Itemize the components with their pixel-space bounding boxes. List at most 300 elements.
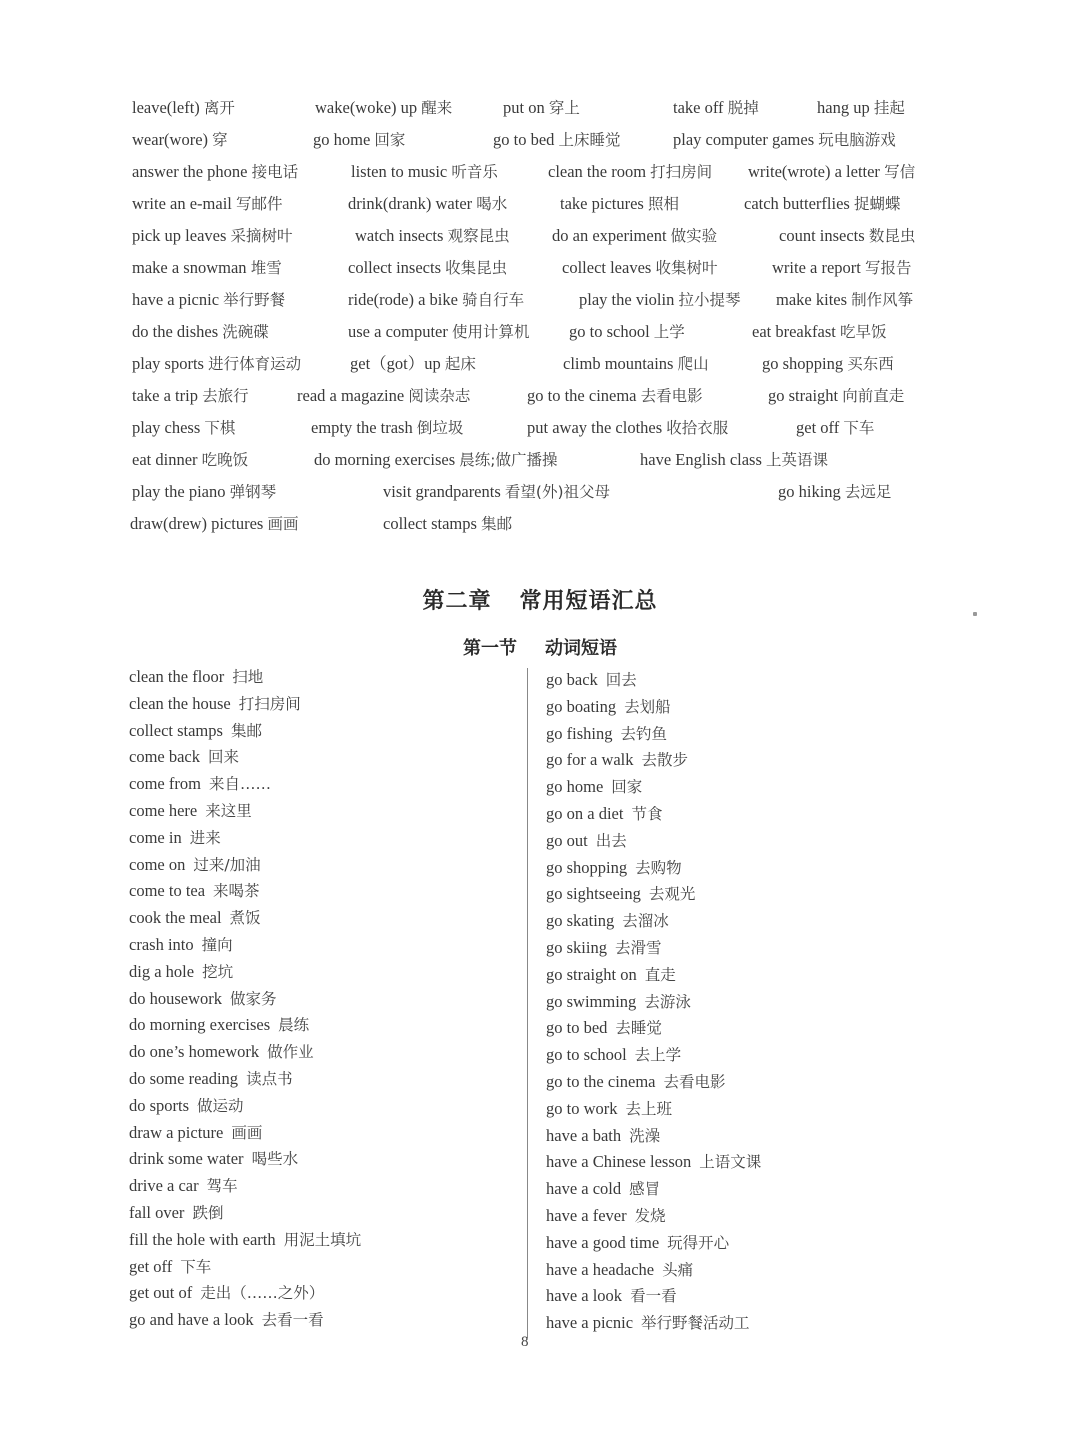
list-item bbox=[546, 1310, 761, 1337]
section-number: 第一节 bbox=[463, 638, 517, 659]
phrase-chinese: 回家 bbox=[611, 778, 643, 797]
phrase-entry bbox=[744, 194, 900, 214]
phrase-entry bbox=[752, 322, 886, 342]
list-item bbox=[546, 1149, 761, 1176]
phrase-chinese: 打扫房间 bbox=[650, 163, 713, 181]
phrase-entry bbox=[313, 130, 405, 150]
phrase-english: take pictures bbox=[560, 194, 644, 213]
phrase-chinese: 感冒 bbox=[629, 1180, 661, 1199]
phrase-chinese: 去游泳 bbox=[644, 992, 691, 1011]
list-item bbox=[546, 1096, 761, 1123]
phrase-chinese: 数昆虫 bbox=[868, 227, 916, 245]
phrase-english: draw(drew) pictures bbox=[130, 514, 264, 533]
phrase-chinese: 倒垃圾 bbox=[416, 419, 464, 437]
phrase-english: empty the trash bbox=[311, 418, 413, 437]
phrase-chinese: 起床 bbox=[444, 355, 476, 373]
phrase-english: have a Chinese lesson bbox=[546, 1152, 692, 1172]
phrase-english: do housework bbox=[129, 988, 223, 1008]
phrase-entry bbox=[132, 386, 249, 406]
phrase-english: go sightseeing bbox=[546, 884, 641, 904]
section-name: 动词短语 bbox=[545, 638, 617, 659]
phrase-entry bbox=[527, 386, 703, 406]
phrase-chinese: 去远足 bbox=[844, 483, 892, 501]
phrase-entry bbox=[673, 98, 759, 118]
phrase-english: write(wrote) a letter bbox=[748, 162, 880, 181]
phrase-entry bbox=[132, 162, 298, 182]
phrase-english: dig a hole bbox=[129, 961, 195, 981]
phrase-entry bbox=[579, 290, 740, 310]
list-item bbox=[546, 935, 761, 962]
phrase-english: crash into bbox=[129, 934, 194, 954]
chapter-name: 常用短语汇总 bbox=[519, 589, 658, 614]
phrase-english: clean the room bbox=[548, 162, 647, 181]
phrase-english: do an experiment bbox=[552, 226, 667, 245]
phrase-english: get（got）up bbox=[350, 354, 441, 373]
phrase-chinese: 去上班 bbox=[625, 1099, 673, 1118]
phrase-english: have a look bbox=[546, 1286, 623, 1306]
list-item bbox=[129, 1280, 361, 1307]
phrase-chinese: 来自…… bbox=[208, 775, 271, 794]
phrase-english: get off bbox=[796, 418, 840, 437]
phrase-english: go skiing bbox=[546, 937, 607, 957]
phrase-chinese: 去旅行 bbox=[202, 387, 249, 405]
phrase-entry bbox=[493, 130, 621, 150]
list-item bbox=[546, 694, 761, 721]
list-item bbox=[129, 1254, 361, 1281]
phrase-chinese: 来这里 bbox=[205, 801, 252, 820]
phrase-entry bbox=[560, 194, 679, 214]
phrase-english: wear(wore) bbox=[132, 130, 209, 149]
phrase-list-right bbox=[546, 667, 761, 1337]
phrase-entry bbox=[132, 482, 276, 502]
list-item bbox=[129, 691, 361, 718]
list-item bbox=[546, 881, 761, 908]
phrase-english: take a trip bbox=[132, 386, 198, 405]
phrase-chinese: 回家 bbox=[374, 131, 406, 149]
phrase-chinese: 跌倒 bbox=[192, 1203, 224, 1222]
phrase-entry bbox=[132, 258, 282, 278]
phrase-chinese: 骑自行车 bbox=[462, 291, 525, 309]
phrase-english: collect stamps bbox=[383, 514, 477, 533]
phrase-chinese: 举行野餐 bbox=[223, 291, 286, 309]
phrase-entry bbox=[548, 162, 712, 182]
list-item bbox=[546, 1257, 761, 1284]
phrase-english: pick up leaves bbox=[132, 226, 227, 245]
list-item bbox=[546, 989, 761, 1016]
phrase-english: fall over bbox=[129, 1202, 185, 1222]
phrase-chinese: 集邮 bbox=[481, 515, 513, 533]
phrase-chinese: 看一看 bbox=[630, 1287, 677, 1306]
phrase-entry bbox=[132, 98, 235, 118]
phrase-entry bbox=[314, 450, 558, 470]
phrase-chinese: 去溜冰 bbox=[622, 912, 669, 931]
column-divider bbox=[527, 668, 528, 1338]
list-item bbox=[129, 986, 361, 1013]
phrase-english: fill the hole with earth bbox=[129, 1229, 276, 1249]
phrase-english: play chess bbox=[132, 418, 201, 437]
phrase-english: collect insects bbox=[348, 258, 442, 277]
phrase-entry bbox=[762, 354, 894, 374]
phrase-english: go to bed bbox=[546, 1018, 608, 1038]
phrase-english: have a cold bbox=[546, 1179, 622, 1199]
list-item bbox=[129, 798, 361, 825]
phrase-english: write an e-mail bbox=[132, 194, 232, 213]
phrase-english: go hiking bbox=[778, 482, 841, 501]
phrase-english: go home bbox=[313, 130, 371, 149]
list-item bbox=[546, 1203, 761, 1230]
phrase-entry bbox=[569, 322, 685, 342]
phrase-english: go swimming bbox=[546, 991, 637, 1011]
phrase-chinese: 穿上 bbox=[548, 99, 580, 117]
phrase-chinese: 买东西 bbox=[847, 355, 894, 373]
list-item bbox=[129, 825, 361, 852]
phrase-english: drink(drank) water bbox=[348, 194, 473, 213]
phrase-english: come from bbox=[129, 774, 201, 794]
list-item bbox=[129, 1146, 361, 1173]
phrase-english: cook the meal bbox=[129, 908, 222, 928]
phrase-english: go to work bbox=[546, 1098, 618, 1118]
phrase-entry bbox=[640, 450, 828, 470]
phrase-chinese: 玩电脑游戏 bbox=[818, 131, 896, 149]
phrase-english: go back bbox=[546, 670, 598, 689]
phrase-chinese: 上床睡觉 bbox=[558, 131, 621, 149]
phrase-chinese: 集邮 bbox=[230, 721, 262, 740]
phrase-entry bbox=[355, 226, 510, 246]
phrase-english: write a report bbox=[772, 258, 861, 277]
phrase-entry bbox=[348, 258, 507, 278]
phrase-chinese: 向前直走 bbox=[842, 387, 905, 405]
phrase-chinese: 去看电影 bbox=[640, 387, 703, 405]
phrase-english: use a computer bbox=[348, 322, 448, 341]
phrase-chinese: 喝水 bbox=[476, 195, 508, 213]
phrase-chinese: 收集昆虫 bbox=[445, 259, 508, 277]
phrase-english: play sports bbox=[132, 354, 204, 373]
phrase-chinese: 喝些水 bbox=[251, 1150, 299, 1169]
phrase-english: ride(rode) a bike bbox=[348, 290, 458, 309]
phrase-entry bbox=[132, 130, 228, 150]
phrase-english: go to bed bbox=[493, 130, 555, 149]
phrase-chinese: 堆雪 bbox=[250, 259, 282, 277]
phrase-chinese: 穿 bbox=[212, 131, 228, 149]
phrase-english: go to the cinema bbox=[527, 386, 637, 405]
list-item bbox=[129, 1200, 361, 1227]
phrase-english: come back bbox=[129, 747, 201, 767]
phrase-entry bbox=[779, 226, 915, 246]
phrase-english: go boating bbox=[546, 696, 617, 716]
phrase-chinese: 举行野餐活动工 bbox=[641, 1314, 750, 1333]
phrase-entry bbox=[350, 354, 476, 374]
scan-speck bbox=[973, 612, 977, 616]
phrase-english: put on bbox=[503, 98, 545, 117]
phrase-chinese: 上英语课 bbox=[766, 451, 829, 469]
list-item bbox=[129, 1093, 361, 1120]
phrase-chinese: 做家务 bbox=[230, 989, 277, 1008]
phrase-english: go straight bbox=[768, 386, 839, 405]
phrase-entry bbox=[130, 514, 298, 534]
phrase-entry bbox=[348, 194, 507, 214]
phrase-entry bbox=[778, 482, 891, 502]
phrase-english: have a bath bbox=[546, 1125, 622, 1145]
phrase-entry bbox=[351, 162, 498, 182]
phrase-english: have a good time bbox=[546, 1232, 660, 1252]
phrase-english: have a fever bbox=[546, 1205, 627, 1225]
phrase-chinese: 去散步 bbox=[641, 751, 689, 770]
phrase-english: go fishing bbox=[546, 723, 613, 743]
phrase-english: have English class bbox=[640, 450, 762, 469]
phrase-chinese: 吃晚饭 bbox=[201, 451, 249, 469]
phrase-chinese: 下车 bbox=[180, 1257, 212, 1276]
phrase-english: go straight on bbox=[546, 964, 637, 984]
phrase-english: come here bbox=[129, 800, 198, 820]
phrase-chinese: 拉小提琴 bbox=[678, 291, 741, 309]
phrase-entry bbox=[552, 226, 717, 246]
chapter-number: 第二章 bbox=[422, 589, 492, 614]
phrase-english: answer the phone bbox=[132, 162, 248, 181]
list-item bbox=[129, 852, 361, 879]
phrase-entry bbox=[527, 418, 728, 438]
list-item bbox=[129, 718, 361, 745]
phrase-chinese: 写信 bbox=[884, 163, 916, 181]
phrase-chinese: 上学 bbox=[653, 323, 685, 341]
phrase-entry bbox=[383, 482, 610, 502]
phrase-entry bbox=[348, 322, 530, 342]
phrase-english: clean the floor bbox=[129, 667, 225, 686]
phrase-entry bbox=[132, 450, 248, 470]
phrase-chinese: 上语文课 bbox=[699, 1153, 762, 1172]
phrase-chinese: 洗碗碟 bbox=[222, 323, 269, 341]
phrase-chinese: 画画 bbox=[231, 1123, 263, 1142]
phrase-english: do some reading bbox=[129, 1068, 239, 1088]
phrase-english: come on bbox=[129, 854, 186, 874]
phrase-chinese: 出去 bbox=[595, 831, 627, 850]
phrase-english: play the violin bbox=[579, 290, 675, 309]
phrase-english: catch butterflies bbox=[744, 194, 850, 213]
list-item bbox=[546, 667, 761, 694]
phrase-chinese: 去购物 bbox=[635, 858, 682, 877]
list-item bbox=[546, 828, 761, 855]
phrase-english: go home bbox=[546, 777, 604, 797]
phrase-chinese: 观察昆虫 bbox=[447, 227, 510, 245]
phrase-entry bbox=[297, 386, 470, 406]
phrase-entry bbox=[562, 258, 717, 278]
phrase-chinese: 去睡觉 bbox=[615, 1019, 662, 1038]
phrase-chinese: 扫地 bbox=[232, 668, 264, 686]
list-item bbox=[129, 959, 361, 986]
phrase-english: go on a diet bbox=[546, 803, 624, 823]
page-number: 8 bbox=[521, 1334, 529, 1350]
phrase-entry bbox=[132, 322, 269, 342]
phrase-entry bbox=[132, 354, 301, 374]
phrase-chinese: 脱掉 bbox=[727, 99, 759, 117]
phrase-entry bbox=[768, 386, 904, 406]
phrase-english: clean the house bbox=[129, 693, 231, 713]
list-item bbox=[129, 1173, 361, 1200]
phrase-chinese: 做作业 bbox=[267, 1043, 314, 1062]
phrase-english: go to school bbox=[569, 322, 650, 341]
phrase-english: listen to music bbox=[351, 162, 448, 181]
list-item bbox=[129, 664, 361, 691]
phrase-chinese: 头痛 bbox=[662, 1260, 694, 1279]
phrase-chinese: 照相 bbox=[647, 195, 679, 213]
phrase-chinese: 用泥土填坑 bbox=[283, 1230, 362, 1249]
phrase-entry bbox=[817, 98, 905, 118]
phrase-english: climb mountains bbox=[563, 354, 674, 373]
phrase-chinese: 醒来 bbox=[421, 99, 453, 117]
phrase-english: go out bbox=[546, 830, 588, 850]
phrase-entry bbox=[776, 290, 913, 310]
phrase-english: make kites bbox=[776, 290, 848, 309]
phrase-entry bbox=[315, 98, 452, 118]
phrase-entry bbox=[796, 418, 874, 438]
phrase-english: do morning exercises bbox=[314, 450, 456, 469]
phrase-chinese: 收拾衣服 bbox=[666, 419, 729, 437]
list-item bbox=[546, 1230, 761, 1257]
phrase-chinese: 读点书 bbox=[246, 1069, 293, 1088]
phrase-chinese: 采摘树叶 bbox=[230, 227, 293, 245]
phrase-english: come in bbox=[129, 827, 182, 847]
phrase-chinese: 去观光 bbox=[648, 885, 696, 904]
phrase-entry bbox=[132, 418, 235, 438]
phrase-english: eat breakfast bbox=[752, 322, 836, 341]
phrase-chinese: 驾车 bbox=[206, 1177, 238, 1196]
list-item bbox=[546, 1015, 761, 1042]
list-item bbox=[129, 744, 361, 771]
phrase-chinese: 回来 bbox=[208, 748, 240, 767]
phrase-chinese: 接电话 bbox=[251, 163, 299, 181]
phrase-entry bbox=[348, 290, 524, 310]
phrase-entry bbox=[748, 162, 915, 182]
phrase-chinese: 晨练 bbox=[278, 1016, 310, 1035]
phrase-chinese: 打扫房间 bbox=[238, 694, 301, 713]
phrase-english: collect leaves bbox=[562, 258, 652, 277]
list-item bbox=[546, 774, 761, 801]
phrase-list-left bbox=[129, 664, 361, 1334]
phrase-english: play the piano bbox=[132, 482, 226, 501]
phrase-english: go to the cinema bbox=[546, 1071, 656, 1091]
phrase-chinese: 弹钢琴 bbox=[229, 483, 277, 501]
phrase-entry bbox=[772, 258, 912, 278]
list-item bbox=[129, 771, 361, 798]
phrase-chinese: 进行体育运动 bbox=[208, 355, 302, 373]
phrase-english: have a headache bbox=[546, 1259, 655, 1279]
list-item bbox=[546, 1176, 761, 1203]
phrase-chinese: 离开 bbox=[203, 99, 235, 117]
phrase-entry bbox=[132, 290, 285, 310]
list-item bbox=[129, 1012, 361, 1039]
phrase-english: collect stamps bbox=[129, 720, 223, 740]
list-item bbox=[546, 1042, 761, 1069]
phrase-chinese: 来喝茶 bbox=[213, 882, 260, 901]
list-item bbox=[546, 721, 761, 748]
phrase-english: come to tea bbox=[129, 881, 206, 901]
phrase-chinese: 吃早饭 bbox=[839, 323, 887, 341]
phrase-english: make a snowman bbox=[132, 258, 247, 277]
phrase-chinese: 过来/加油 bbox=[193, 855, 261, 874]
phrase-chinese: 进来 bbox=[189, 828, 221, 847]
phrase-chinese: 做运动 bbox=[197, 1096, 244, 1115]
phrase-chinese: 画画 bbox=[267, 515, 299, 533]
phrase-english: go shopping bbox=[546, 857, 628, 877]
phrase-english: go to school bbox=[546, 1045, 627, 1065]
phrase-english: do sports bbox=[129, 1095, 190, 1115]
phrase-chinese: 洗澡 bbox=[629, 1126, 661, 1145]
phrase-english: take off bbox=[673, 98, 724, 117]
phrase-chinese: 做实验 bbox=[670, 227, 718, 245]
phrase-english: read a magazine bbox=[297, 386, 405, 405]
phrase-chinese: 去看电影 bbox=[663, 1072, 726, 1091]
phrase-english: draw a picture bbox=[129, 1122, 224, 1142]
phrase-chinese: 去划船 bbox=[624, 697, 671, 716]
phrase-chinese: 撞向 bbox=[201, 935, 233, 954]
phrase-chinese: 去上学 bbox=[634, 1046, 682, 1065]
list-item bbox=[546, 1283, 761, 1310]
list-item bbox=[546, 1069, 761, 1096]
phrase-chinese: 听音乐 bbox=[451, 163, 498, 181]
phrase-chinese: 使用计算机 bbox=[452, 323, 530, 341]
phrase-chinese: 走出（……之外） bbox=[200, 1284, 325, 1303]
phrase-chinese: 下棋 bbox=[204, 419, 236, 437]
phrase-chinese: 写邮件 bbox=[236, 195, 283, 213]
phrase-english: hang up bbox=[817, 98, 870, 117]
phrase-chinese: 节食 bbox=[631, 804, 663, 823]
phrase-english: have a picnic bbox=[132, 290, 220, 309]
phrase-chinese: 回去 bbox=[605, 671, 637, 689]
list-item bbox=[546, 908, 761, 935]
phrase-chinese: 阅读杂志 bbox=[408, 387, 471, 405]
phrase-english: drink some water bbox=[129, 1149, 244, 1169]
phrase-english: wake(woke) up bbox=[315, 98, 418, 117]
phrase-entry bbox=[132, 226, 293, 246]
phrase-chinese: 写报告 bbox=[865, 259, 912, 277]
phrase-entry bbox=[503, 98, 580, 118]
phrase-english: leave(left) bbox=[132, 98, 200, 117]
list-item bbox=[129, 905, 361, 932]
phrase-entry bbox=[563, 354, 709, 374]
section-title bbox=[0, 634, 1080, 660]
list-item bbox=[546, 962, 761, 989]
phrase-english: eat dinner bbox=[132, 450, 198, 469]
phrase-entry bbox=[132, 194, 283, 214]
phrase-english: drive a car bbox=[129, 1176, 199, 1196]
phrase-english: have a picnic bbox=[546, 1313, 634, 1333]
phrase-entry bbox=[383, 514, 512, 534]
phrase-english: get out of bbox=[129, 1283, 193, 1303]
phrase-chinese: 收集树叶 bbox=[655, 259, 718, 277]
list-item bbox=[129, 1227, 361, 1254]
list-item bbox=[129, 1066, 361, 1093]
phrase-english: visit grandparents bbox=[383, 482, 501, 501]
phrase-chinese: 去看一看 bbox=[261, 1311, 324, 1330]
phrase-chinese: 爬山 bbox=[677, 355, 709, 373]
phrase-english: do one’s homework bbox=[129, 1042, 260, 1062]
list-item bbox=[546, 855, 761, 882]
phrase-chinese: 制作风筝 bbox=[851, 291, 914, 309]
phrase-entry bbox=[673, 130, 896, 150]
list-item bbox=[546, 747, 761, 774]
phrase-english: play computer games bbox=[673, 130, 815, 149]
list-item bbox=[129, 878, 361, 905]
phrase-chinese: 捉蝴蝶 bbox=[853, 195, 901, 213]
phrase-english: count insects bbox=[779, 226, 865, 245]
phrase-chinese: 玩得开心 bbox=[667, 1233, 730, 1252]
phrase-english: watch insects bbox=[355, 226, 444, 245]
phrase-english: go for a walk bbox=[546, 750, 634, 770]
phrase-english: go skating bbox=[546, 911, 615, 931]
phrase-chinese: 看望(外)祖父母 bbox=[504, 483, 610, 501]
phrase-english: put away the clothes bbox=[527, 418, 663, 437]
phrase-chinese: 直走 bbox=[644, 965, 676, 984]
phrase-chinese: 去钓鱼 bbox=[620, 724, 667, 743]
